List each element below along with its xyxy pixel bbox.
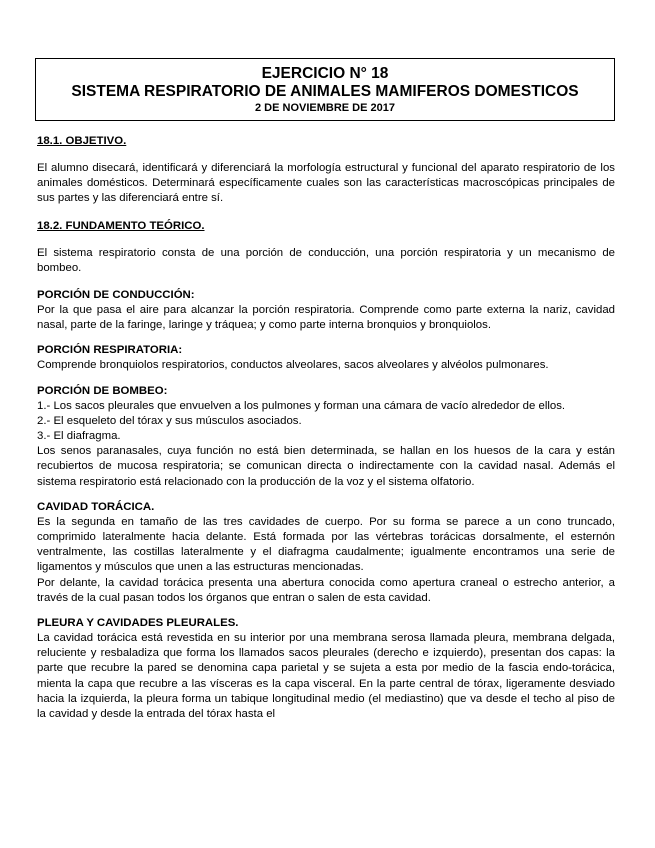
objetivo-text: El alumno disecará, identificará y diferenciará la morfología estructural y funcional del aparato respiratorio de los animales domésticos. Determinará específicamente cuales son las características macroscópicas principales de sus partes y las diferenciará entre sí. [37, 162, 615, 205]
bombeo-item-3: 3.- El diafragma. [37, 430, 121, 443]
bombeo-item-2: 2.- El esqueleto del tórax y sus músculos asociados. [37, 414, 302, 427]
respiratoria-heading: PORCIÓN RESPIRATORIA: [37, 344, 183, 357]
bombeo-item-1: 1.- Los sacos pleurales que envuelven a los pulmones y forman una cámara de vacío alrededor de ellos. [37, 399, 566, 412]
respiratoria-text: Comprende bronquiolos respiratorios, conductos alveolares, sacos alveolares y alvéolos pulmonares. [37, 359, 549, 372]
conduccion-heading: PORCIÓN DE CONDUCCIÓN: [37, 289, 195, 302]
cavidad-text-1: Es la segunda en tamaño de las tres cavidades de cuerpo. Por su forma se parece a un cono truncado, comprimido lateralmente hacia delante. Está formada por las vértebras torácicas dorsalmente, el esternón ventralmente, las costillas lateralmente y el diafragma caudalmente; igualmente encontramos una serie de ligamentos y músculos que unen a las estructuras mencionadas. [37, 515, 615, 574]
exercise-subtitle: SISTEMA RESPIRATORIO DE ANIMALES MAMIFEROS DOMESTICOS [71, 83, 579, 100]
cavidad-text-2: Por delante, la cavidad torácica presenta una abertura conocida como apertura craneal o estrecho anterior, a través de la cual pasan todos los órganos que entran o salen de esta cavidad. [37, 576, 615, 604]
pleura-text: La cavidad torácica está revestida en su interior por una membrana serosa llamada pleura, membrana delgada, reluciente y resbaladiza que forma los llamados sacos pleurales (derecho e izquierdo), presentan dos capas: la parte que recubre la pared se denomina capa parietal y se sujeta a esta por medio de la fascia endo-torácica, mienta la capa que recubre a las vísceras es la capa visceral. En la parte central de tórax, ligeramente desviado hacia la izquierda, la pleura forma un tabique longitudinal medio (el mediastino) que va desde el techo al piso de la cavidad y desde la entrada del tórax hasta el [37, 632, 615, 721]
exercise-date: 2 DE NOVIEMBRE DE 2017 [255, 102, 395, 114]
bombeo-text: Los senos paranasales, cuya función no está bien determinada, se hallan en los huesos de la cara y están recubiertos de mucosa respiratoria; se comunican directa o indirectamente con la cavidad nasal. Además el sistema respiratorio está relacionado con la producción de la voz y el sistema olfatorio. [37, 445, 615, 488]
pleura-heading: PLEURA Y CAVIDADES PLEURALES. [37, 617, 239, 630]
conduccion-text: Por la que pasa el aire para alcanzar la porción respiratoria. Comprende como parte externa la nariz, cavidad nasal, parte de la faringe, laringe y tráquea; y como parte interna bronquios y bronquiolos. [37, 304, 615, 332]
exercise-title: EJERCICIO N° 18 [261, 65, 389, 82]
cavidad-heading: CAVIDAD TORÁCICA. [37, 500, 155, 513]
fundamento-heading: 18.2. FUNDAMENTO TEÓRICO. [37, 219, 205, 232]
header-box [35, 58, 615, 121]
document-body [37, 134, 615, 722]
objetivo-heading: 18.1. OBJETIVO. [37, 135, 127, 147]
bombeo-heading: PORCIÓN DE BOMBEO: [37, 384, 168, 397]
fundamento-text: El sistema respiratorio consta de una porción de conducción, una porción respiratoria y un mecanismo de bombeo. [37, 246, 615, 274]
